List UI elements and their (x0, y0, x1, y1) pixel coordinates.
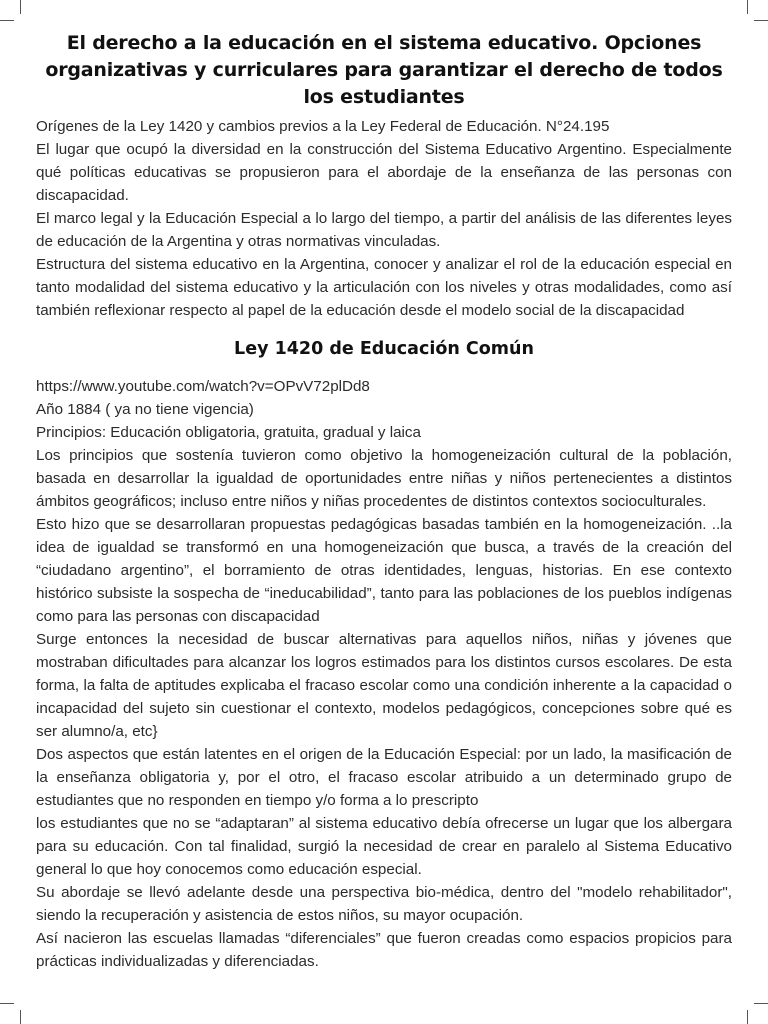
section-paragraph: Principios: Educación obligatoria, gratuita, gradual y laica (36, 424, 421, 441)
section-paragraph: Esto hizo que se desarrollaran propuestas pedagógicas basadas también en la homogeneización. ..la idea de igualdad se transformó en una homogeneización que busca, a través de la creación del “ciudadano argentino”, el borramiento de otras identidades, lenguas, historias. En ese contexto histórico subsiste la sospecha de “ineducabilidad”, tanto para las poblaciones de los pueblos indígenas como para las personas con discapacidad (36, 516, 732, 625)
intro-paragraph: Estructura del sistema educativo en la Argentina, conocer y analizar el rol de la educación especial en tanto modalidad del sistema educativo y la articulación con los niveles y otras modalidades, como así también reflexionar respecto al papel de la educación desde el modelo social de la discapacidad (36, 256, 732, 319)
crop-mark-top-left-h (0, 20, 14, 21)
section-paragraph: Así nacieron las escuelas llamadas “diferenciales” que fueron creadas como espacios propicios para prácticas individualizadas y diferenciadas. (36, 930, 732, 970)
crop-mark-bottom-right-h (754, 1003, 768, 1004)
section-paragraph: Dos aspectos que están latentes en el origen de la Educación Especial: por un lado, la masificación de la enseñanza obligatoria y, por el otro, el fracaso escolar atribuido a un determinado grupo de estudiantes que no responden en tiempo y/o forma a lo prescripto (36, 746, 732, 809)
crop-mark-top-left (20, 0, 21, 14)
crop-mark-bottom-left (20, 1010, 21, 1024)
section-paragraph: Su abordaje se llevó adelante desde una perspectiva bio-médica, dentro del "modelo rehabilitador", siendo la recuperación y asistencia de estos niños, su mayor ocupación. (36, 884, 732, 924)
law-section (36, 375, 732, 973)
video-link[interactable]: https://www.youtube.com/watch?v=OPvV72plDd8 (36, 378, 370, 395)
crop-mark-top-right (747, 0, 748, 14)
document-page (36, 30, 732, 973)
intro-paragraph: El marco legal y la Educación Especial a lo largo del tiempo, a partir del análisis de las diferentes leyes de educación de la Argentina y otras normativas vinculadas. (36, 210, 732, 250)
intro-paragraph: Orígenes de la Ley 1420 y cambios previos a la Ley Federal de Educación. N°24.195 (36, 118, 610, 135)
intro-paragraph: El lugar que ocupó la diversidad en la construcción del Sistema Educativo Argentino. Especialmente qué políticas educativas se propusieron para el abordaje de la enseñanza de las personas con discapacidad. (36, 141, 732, 204)
crop-mark-bottom-right (747, 1010, 748, 1024)
section-paragraph: Surge entonces la necesidad de buscar alternativas para aquellos niños, niñas y jóvenes que mostraban dificultades para alcanzar los logros estimados para los distintos cursos escolares. De esta forma, la falta de aptitudes explicaba el fracaso escolar como una condición inherente a la capacidad o incapacidad del sujeto sin cuestionar el contexto, modelos pedagógicos, concepciones sobre qué es ser alumno/a, etc} (36, 631, 732, 740)
document-title: El derecho a la educación en el sistema educativo. Opciones organizativas y curriculares para garantizar el derecho de todos los estudiantes (45, 32, 723, 108)
section-paragraph: los estudiantes que no se “adaptaran” al sistema educativo debía ofrecerse un lugar que los albergara para su educación. Con tal finalidad, surgió la necesidad de crear en paralelo al Sistema Educativo general lo que hoy conocemos como educación especial. (36, 815, 732, 878)
crop-mark-bottom-left-h (0, 1003, 14, 1004)
section-paragraph: Los principios que sostenía tuvieron como objetivo la homogeneización cultural de la población, basada en desarrollar la igualdad de oportunidades entre niñas y niños pertenecientes a distintos ámbitos geográficos; incluso entre niños y niñas procedentes de distintos contextos socioculturales. (36, 447, 732, 510)
section-title: Ley 1420 de Educación Común (234, 339, 534, 359)
section-paragraph: Año 1884 ( ya no tiene vigencia) (36, 401, 254, 418)
crop-mark-top-right-h (754, 20, 768, 21)
intro-section (36, 115, 732, 322)
